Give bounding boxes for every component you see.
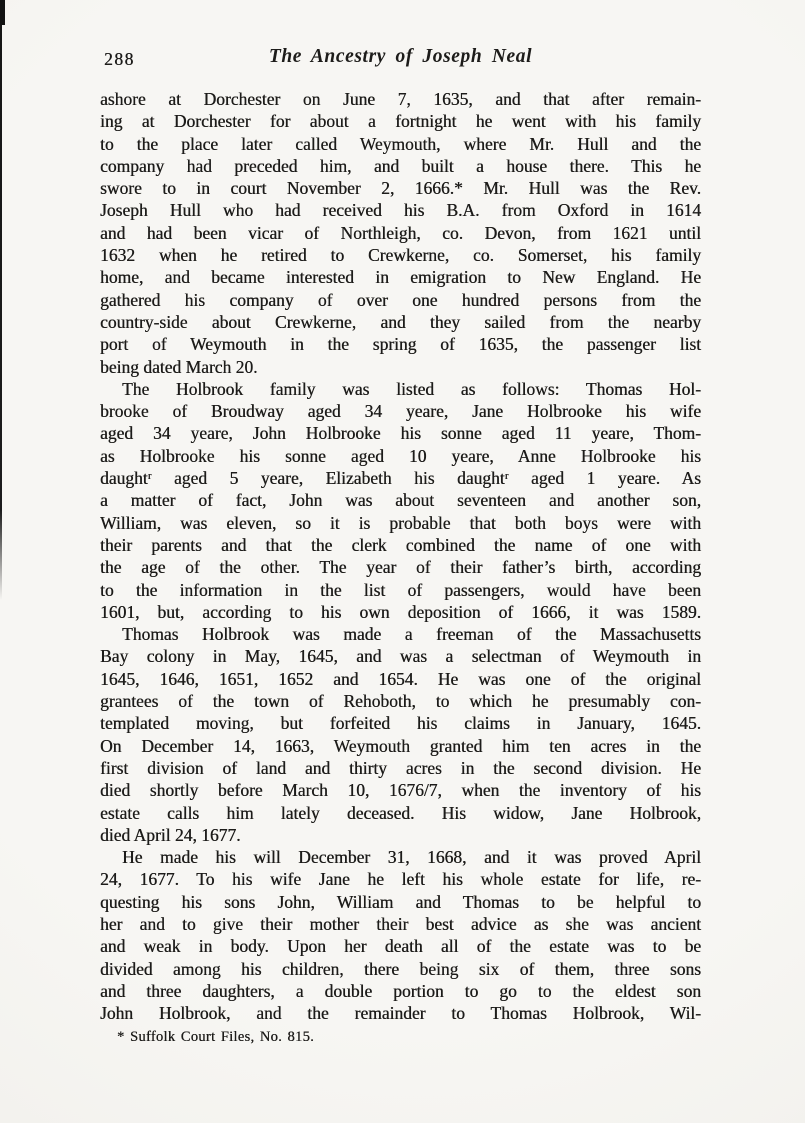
page-number: 288 <box>104 49 135 69</box>
text-line: and three daughters, a double portion to go to the eldest son <box>100 980 701 1001</box>
running-title: The Ancestry of Joseph Neal <box>268 46 533 67</box>
text-line: as Holbrooke his sonne aged 10 yeare, Anne Holbrooke his <box>100 445 701 466</box>
text-line: died shortly before March 10, 1676/7, when the inventory of his <box>100 780 701 801</box>
text-line: company had preceded him, and built a house there. This he <box>100 155 701 176</box>
scan-artifact-corner <box>0 0 5 25</box>
text-line: her and to give their mother their best advice as she was ancient <box>100 913 701 934</box>
text-line: country-side about Crewkerne, and they sailed from the nearby <box>100 311 701 332</box>
text-line: templated moving, but forfeited his claims in January, 1645. <box>100 713 701 734</box>
text-line: Bay colony in May, 1645, and was a selectman of Weymouth in <box>100 646 701 667</box>
text-line: the age of the other. The year of their father’s birth, according <box>100 557 701 578</box>
text-line: John Holbrook, and the remainder to Thomas Holbrook, Wil- <box>100 1003 701 1024</box>
text-line: swore to in court November 2, 1666.* Mr. Hull was the Rev. <box>100 178 701 199</box>
text-line: ing at Dorchester for about a fortnight he went with his family <box>100 111 701 132</box>
text-line: aged 34 yeare, John Holbrooke his sonne aged 11 yeare, Thom- <box>100 423 701 444</box>
text-line: William, was eleven, so it is probable that both boys were with <box>100 512 701 533</box>
text-line: On December 14, 1663, Weymouth granted him ten acres in the <box>100 735 701 756</box>
page-header <box>100 46 701 72</box>
text-line: and weak in body. Upon her death all of the estate was to be <box>100 936 701 957</box>
text-line: first division of land and thirty acres in the second division. He <box>100 757 701 778</box>
text-line: died April 24, 1677. <box>100 824 241 845</box>
text-line: being dated March 20. <box>100 356 258 377</box>
text-line: The Holbrook family was listed as follows: Thomas Hol- <box>122 378 701 399</box>
text-line: He made his will December 31, 1668, and it was proved April <box>122 847 701 868</box>
body-text <box>100 88 701 1024</box>
text-line: brooke of Broudway aged 34 yeare, Jane Holbrooke his wife <box>100 401 701 422</box>
text-line: Thomas Holbrook was made a freeman of the Massachusetts <box>122 624 701 645</box>
text-line: 24, 1677. To his wife Jane he left his whole estate for life, re- <box>100 869 701 890</box>
text-line: port of Weymouth in the spring of 1635, the passenger list <box>100 334 701 355</box>
text-line: a matter of fact, John was about seventeen and another son, <box>100 490 701 511</box>
text-line: to the information in the list of passengers, would have been <box>100 579 701 600</box>
text-line: their parents and that the clerk combined the name of one with <box>100 534 701 555</box>
text-line: 1645, 1646, 1651, 1652 and 1654. He was one of the original <box>100 668 701 689</box>
text-line: questing his sons John, William and Thomas to be helpful to <box>100 891 701 912</box>
text-line: grantees of the town of Rehoboth, to which he presumably con- <box>100 691 701 712</box>
text-line: ashore at Dorchester on June 7, 1635, and that after remain- <box>100 89 701 109</box>
text-line: daughtʳ aged 5 yeare, Elizabeth his daughtʳ aged 1 yeare. As <box>100 468 701 489</box>
text-line: and had been vicar of Northleigh, co. Devon, from 1621 until <box>100 222 701 243</box>
text-line: 1632 when he retired to Crewkerne, co. Somerset, his family <box>100 245 701 266</box>
text-line: Joseph Hull who had received his B.A. from Oxford in 1614 <box>100 200 701 221</box>
text-line: to the place later called Weymouth, where Mr. Hull and the <box>100 133 701 154</box>
text-line: 1601, but, according to his own deposition of 1666, it was 1589. <box>100 601 701 622</box>
text-line: home, and became interested in emigration to New England. He <box>100 267 701 288</box>
text-line: estate calls him lately deceased. His widow, Jane Holbrook, <box>100 802 701 823</box>
text-line: divided among his children, there being six of them, three sons <box>100 958 701 979</box>
footnote: * Suffolk Court Files, No. 815. <box>117 1029 314 1045</box>
scan-artifact-left-edge <box>0 0 2 600</box>
text-line: gathered his company of over one hundred persons from the <box>100 289 701 310</box>
